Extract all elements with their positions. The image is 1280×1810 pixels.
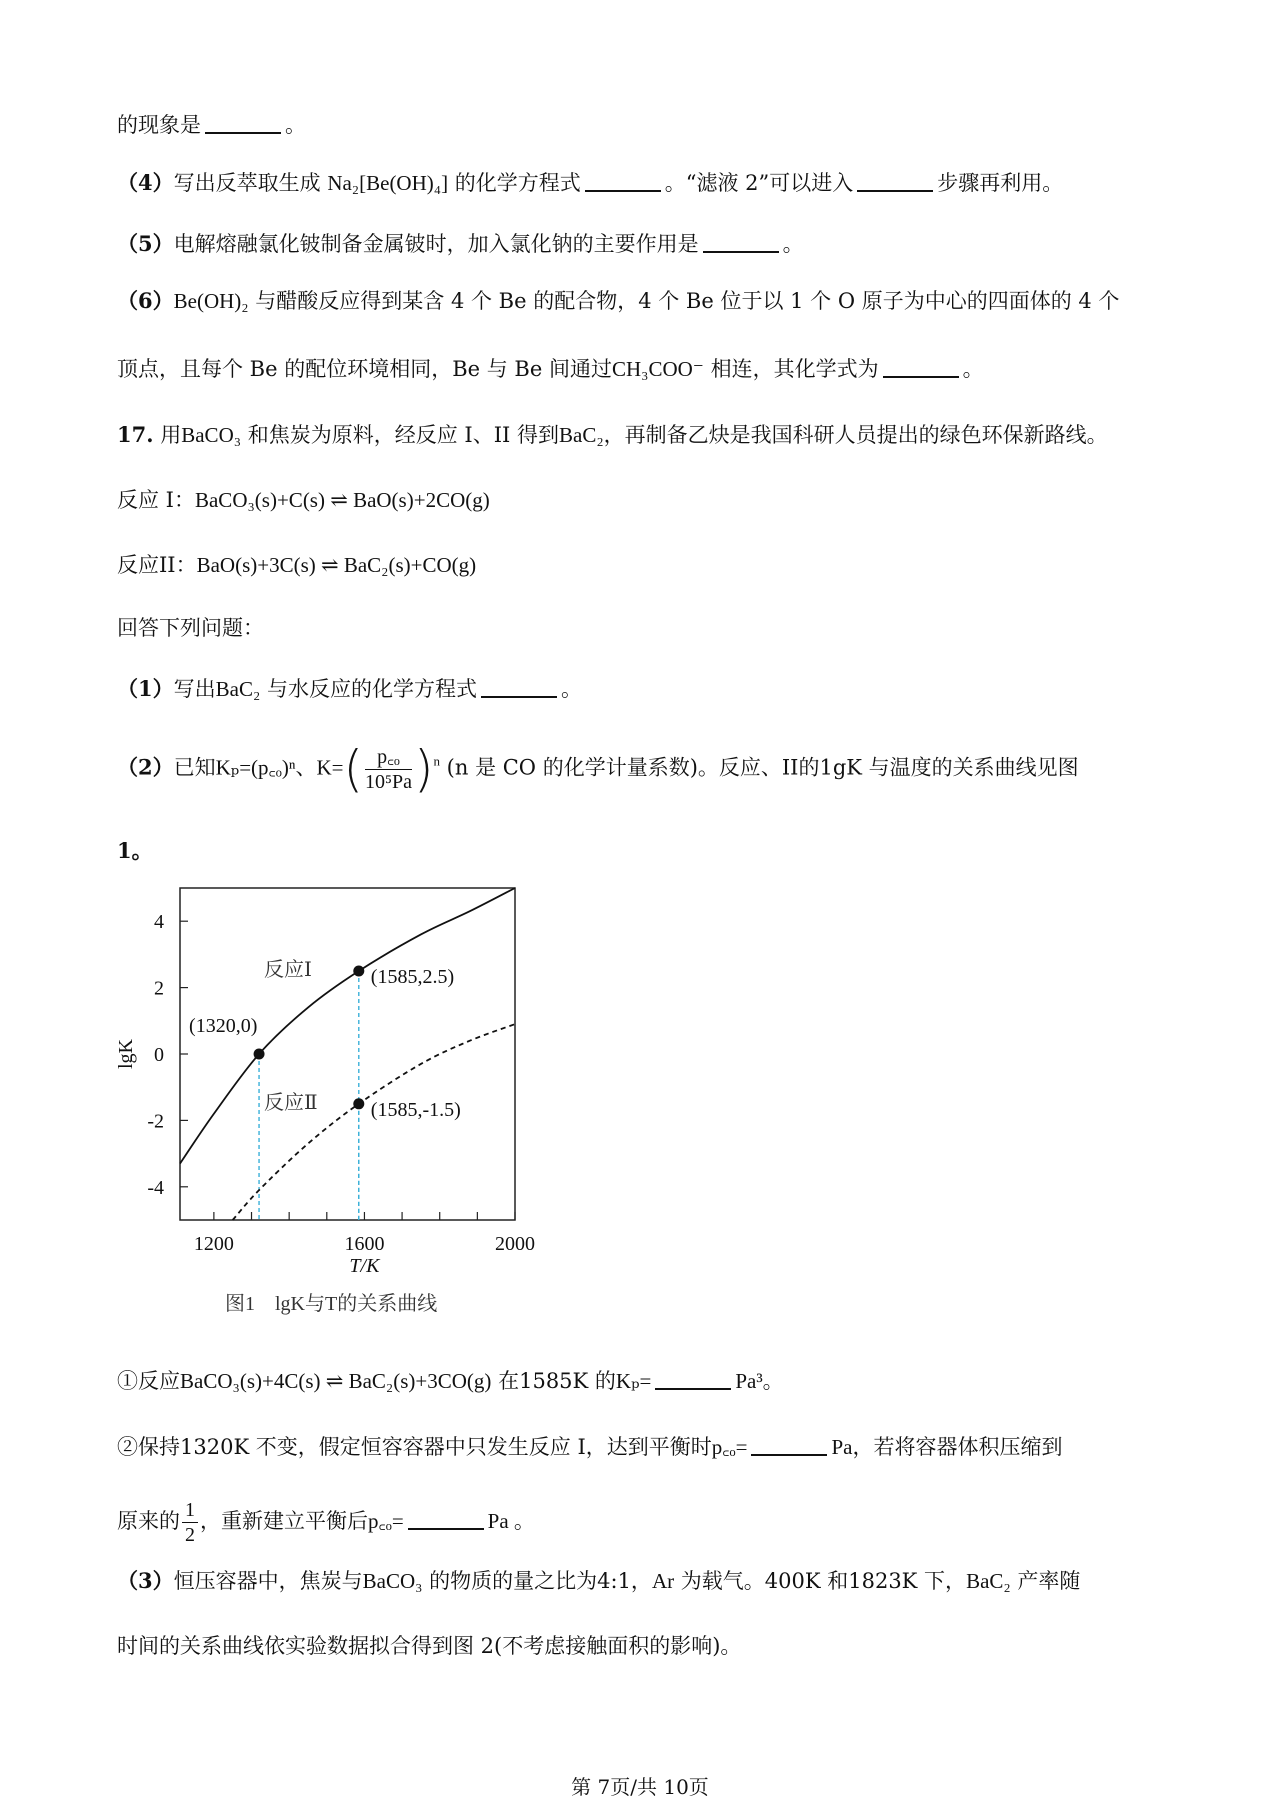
data-point-label: (1585,-1.5) [370, 1098, 461, 1121]
question-6-line2: 顶点，且每个 Be 的配位环境相同，Be 与 Be 间通过CH₃COO⁻ 相连，其化学式为 。 [117, 357, 984, 381]
y-tick-label: 2 [154, 977, 164, 1000]
question-4: （4）写出反萃取生成 Na₂[Be(OH)₄] 的化学方程式 。“滤液 2”可以进入 步骤再利用。 [117, 170, 1064, 195]
sub-question-2: （2）已知Kₚ=(p꜀ₒ)ⁿ、K=( $\frac{\text{p꜀ₒ}}{\text{10⁵Pa}}$ )$^n$ (n 是 CO 的化学计量系数)。反应、II的1gK 与温度的关系曲线见图 [117, 740, 1079, 798]
answer-blank[interactable] [883, 358, 959, 378]
question-17: 17. 用BaCO₃ 和焦炭为原料，经反应 I、II 得到BaC₂，再制备乙炔是我国科研人员提出的绿色环保新路线。 [117, 422, 1108, 447]
answer-blank[interactable] [703, 233, 779, 253]
data-point [353, 966, 364, 977]
formula-na2beoh4: Na₂[Be(OH)₄] [327, 171, 449, 195]
answer-blank[interactable] [205, 114, 281, 134]
y-axis-label: lgK [115, 1039, 137, 1069]
chart-caption: 图1 lgK与T的关系曲线 [225, 1293, 438, 1315]
sub-question-3-line2: 时间的关系曲线依实验数据拟合得到图 2(不考虑接触面积的影响)。 [117, 1634, 742, 1658]
calc-1: ①反应BaCO₃(s)+4C(s) ⇌ BaC₂(s)+3CO(g) 在1585K 的Kₚ= Pa³。 [117, 1369, 784, 1393]
y-tick-label: -4 [147, 1176, 164, 1199]
calc-2: ②保持1320K 不变，假定恒容容器中只发生反应 I，达到平衡时p꜀ₒ= Pa，若将容器体积压缩到 [117, 1435, 1063, 1459]
page-footer: 第 7页/共 10页 [571, 1775, 709, 1799]
answer-blank[interactable] [751, 1436, 827, 1456]
fraction-pco: $\frac{\text{p꜀ₒ}}{\text{10⁵Pa}}$ [364, 745, 412, 793]
text-line-phenomenon: 的现象是 。 [117, 113, 306, 137]
x-tick-label: 2000 [495, 1233, 535, 1255]
x-axis-label: T/K [349, 1255, 380, 1277]
data-point-label: (1320,0) [189, 1015, 258, 1037]
calc-2-line2: 原来的 $\frac{1}{2}$ ，重新建立平衡后p꜀ₒ= Pa 。 [117, 1499, 535, 1546]
answer-blank[interactable] [481, 678, 557, 698]
y-tick-label: 4 [154, 911, 164, 934]
data-point [254, 1049, 265, 1060]
y-tick-label: 0 [154, 1044, 164, 1066]
x-tick-label: 1600 [344, 1233, 385, 1255]
reaction-2: 反应II：BaO(s)+3C(s) ⇌ BaC₂(s)+CO(g) [117, 553, 477, 577]
lgk-temperature-chart [110, 870, 580, 1320]
answer-prompt: 回答下列问题： [117, 616, 264, 640]
data-point [353, 1098, 364, 1109]
answer-blank[interactable] [585, 172, 661, 192]
series-label-2: 反应Ⅱ [264, 1091, 318, 1114]
fraction-half: $\frac{1}{2}$ [182, 1500, 198, 1545]
question-5: （5）电解熔融氯化铍制备金属铍时，加入氯化钠的主要作用是 。 [117, 231, 804, 256]
answer-blank[interactable] [408, 1510, 484, 1530]
x-tick-label: 1200 [193, 1233, 234, 1255]
question-6: （6）Be(OH)₂ 与醋酸反应得到某含 4 个 Be 的配合物，4 个 Be 位于以 1 个 O 原子为中心的四面体的 4 个 [117, 288, 1120, 313]
sub-question-1: （1）写出BaC₂ 与水反应的化学方程式 。 [117, 676, 582, 701]
reaction-1: 反应 I：BaCO₃(s)+C(s) ⇌ BaO(s)+2CO(g) [117, 488, 490, 512]
answer-blank[interactable] [655, 1370, 731, 1390]
series-label-1: 反应Ⅰ [264, 959, 312, 981]
answer-blank[interactable] [857, 172, 933, 192]
sub-question-2-line2: 1。 [117, 838, 153, 863]
sub-question-3: （3）恒压容器中，焦炭与BaCO₃ 的物质的量之比为4:1，Ar 为载气。400K 和1823K 下，BaC₂ 产率随 [117, 1568, 1081, 1593]
y-tick-label: -2 [147, 1110, 164, 1133]
data-point-label: (1585,2.5) [370, 966, 455, 988]
plot-frame [180, 888, 515, 1220]
series-line-2 [233, 1024, 515, 1220]
